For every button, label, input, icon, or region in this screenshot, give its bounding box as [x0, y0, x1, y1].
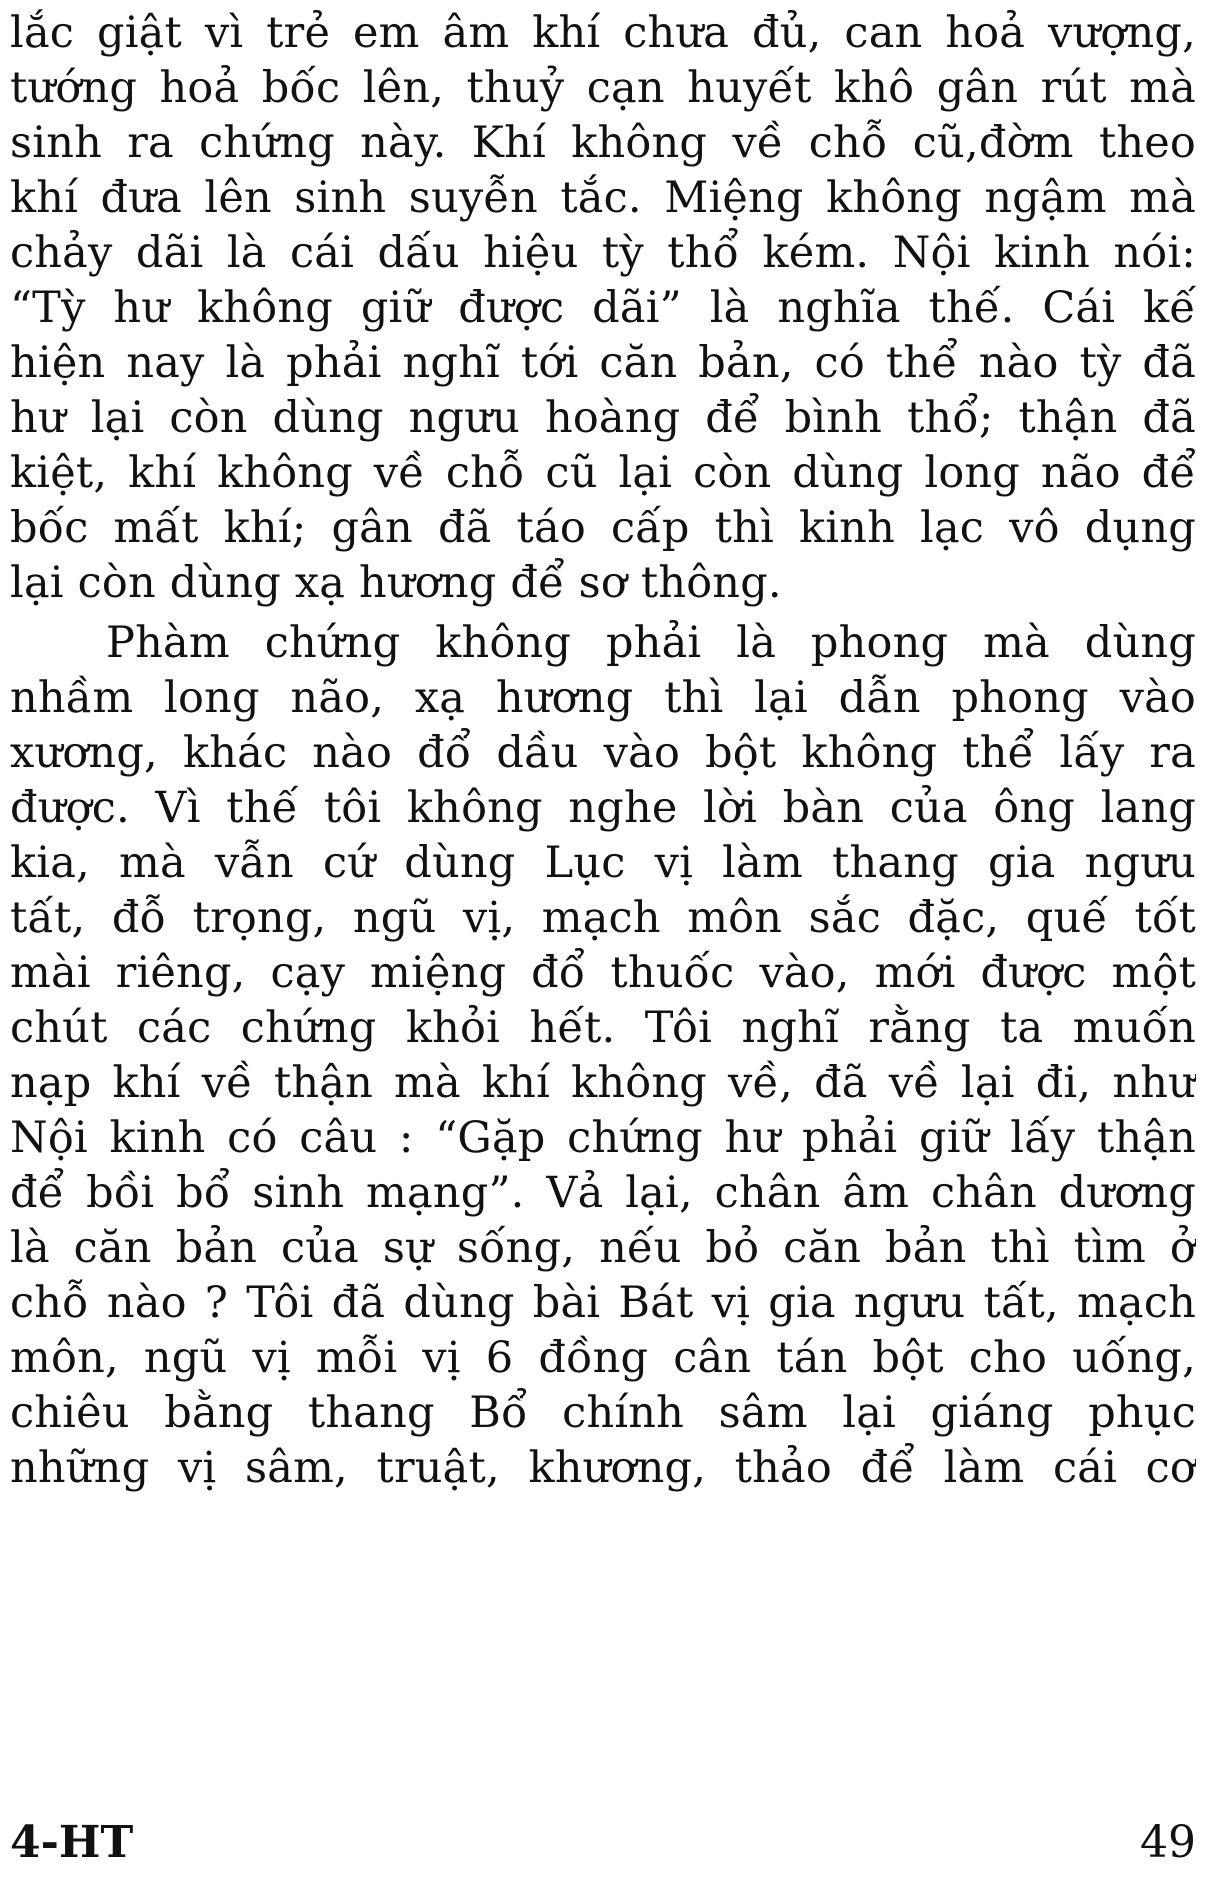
text-line-2: tướng hoả bốc lên, thuỷ cạn huyết khô gân rút mà	[10, 63, 1196, 113]
text-line-12: Phàm chứng không phải là phong mà dùng	[106, 618, 1196, 668]
text-line-26: chiêu bằng thang Bổ chính sâm lại giáng phục	[10, 1388, 1196, 1438]
book-page	[10, 0, 1196, 1888]
page-number: 49	[1140, 1817, 1196, 1868]
text-line-1: lắc giật vì trẻ em âm khí chưa đủ, can hoả vượng,	[10, 8, 1196, 58]
text-line-10: bốc mất khí; gân đã táo cấp thì kinh lạc vô dụng	[10, 503, 1196, 553]
text-line-24: chỗ nào ? Tôi đã dùng bài Bát vị gia ngưu tất, mạch	[10, 1278, 1196, 1328]
text-line-17: tất, đỗ trọng, ngũ vị, mạch môn sắc đặc, quế tốt	[10, 893, 1196, 943]
text-line-20: nạp khí về thận mà khí không về, đã về lại đi, như	[10, 1058, 1196, 1108]
text-line-27: những vị sâm, truật, khương, thảo để làm cái cơ	[10, 1443, 1196, 1493]
text-line-3: sinh ra chứng này. Khí không về chỗ cũ,đờm theo	[10, 118, 1196, 168]
text-line-5: chảy dãi là cái dấu hiệu tỳ thổ kém. Nội kinh nói:	[10, 228, 1196, 278]
text-line-9: kiệt, khí không về chỗ cũ lại còn dùng long não để	[10, 448, 1196, 498]
text-line-18: mài riêng, cạy miệng đổ thuốc vào, mới được một	[10, 948, 1196, 998]
text-line-11: lại còn dùng xạ hương để sơ thông.	[10, 558, 782, 608]
page-footer	[10, 1810, 1196, 1876]
text-line-19: chút các chứng khỏi hết. Tôi nghĩ rằng ta muốn	[10, 1003, 1196, 1053]
text-line-15: được. Vì thế tôi không nghe lời bàn của ông lang	[10, 783, 1196, 833]
text-line-22: để bồi bổ sinh mạng”. Vả lại, chân âm chân dương	[10, 1168, 1196, 1218]
text-line-7: hiện nay là phải nghĩ tới căn bản, có thể nào tỳ đã	[10, 338, 1196, 388]
signature-mark: 4-HT	[10, 1817, 134, 1868]
text-line-21: Nội kinh có câu : “Gặp chứng hư phải giữ lấy thận	[10, 1113, 1196, 1163]
text-line-25: môn, ngũ vị mỗi vị 6 đồng cân tán bột cho uống,	[10, 1333, 1196, 1383]
text-line-8: hư lại còn dùng ngưu hoàng để bình thổ; thận đã	[10, 393, 1196, 443]
text-line-14: xương, khác nào đổ dầu vào bột không thể lấy ra	[10, 728, 1196, 778]
text-line-23: là căn bản của sự sống, nếu bỏ căn bản thì tìm ở	[10, 1223, 1196, 1273]
text-line-16: kia, mà vẫn cứ dùng Lục vị làm thang gia ngưu	[10, 838, 1196, 888]
text-line-4: khí đưa lên sinh suyễn tắc. Miệng không ngậm mà	[10, 173, 1196, 223]
text-line-13: nhầm long não, xạ hương thì lại dẫn phong vào	[10, 673, 1196, 723]
text-line-6: “Tỳ hư không giữ được dãi” là nghĩa thế. Cái kế	[10, 283, 1196, 333]
